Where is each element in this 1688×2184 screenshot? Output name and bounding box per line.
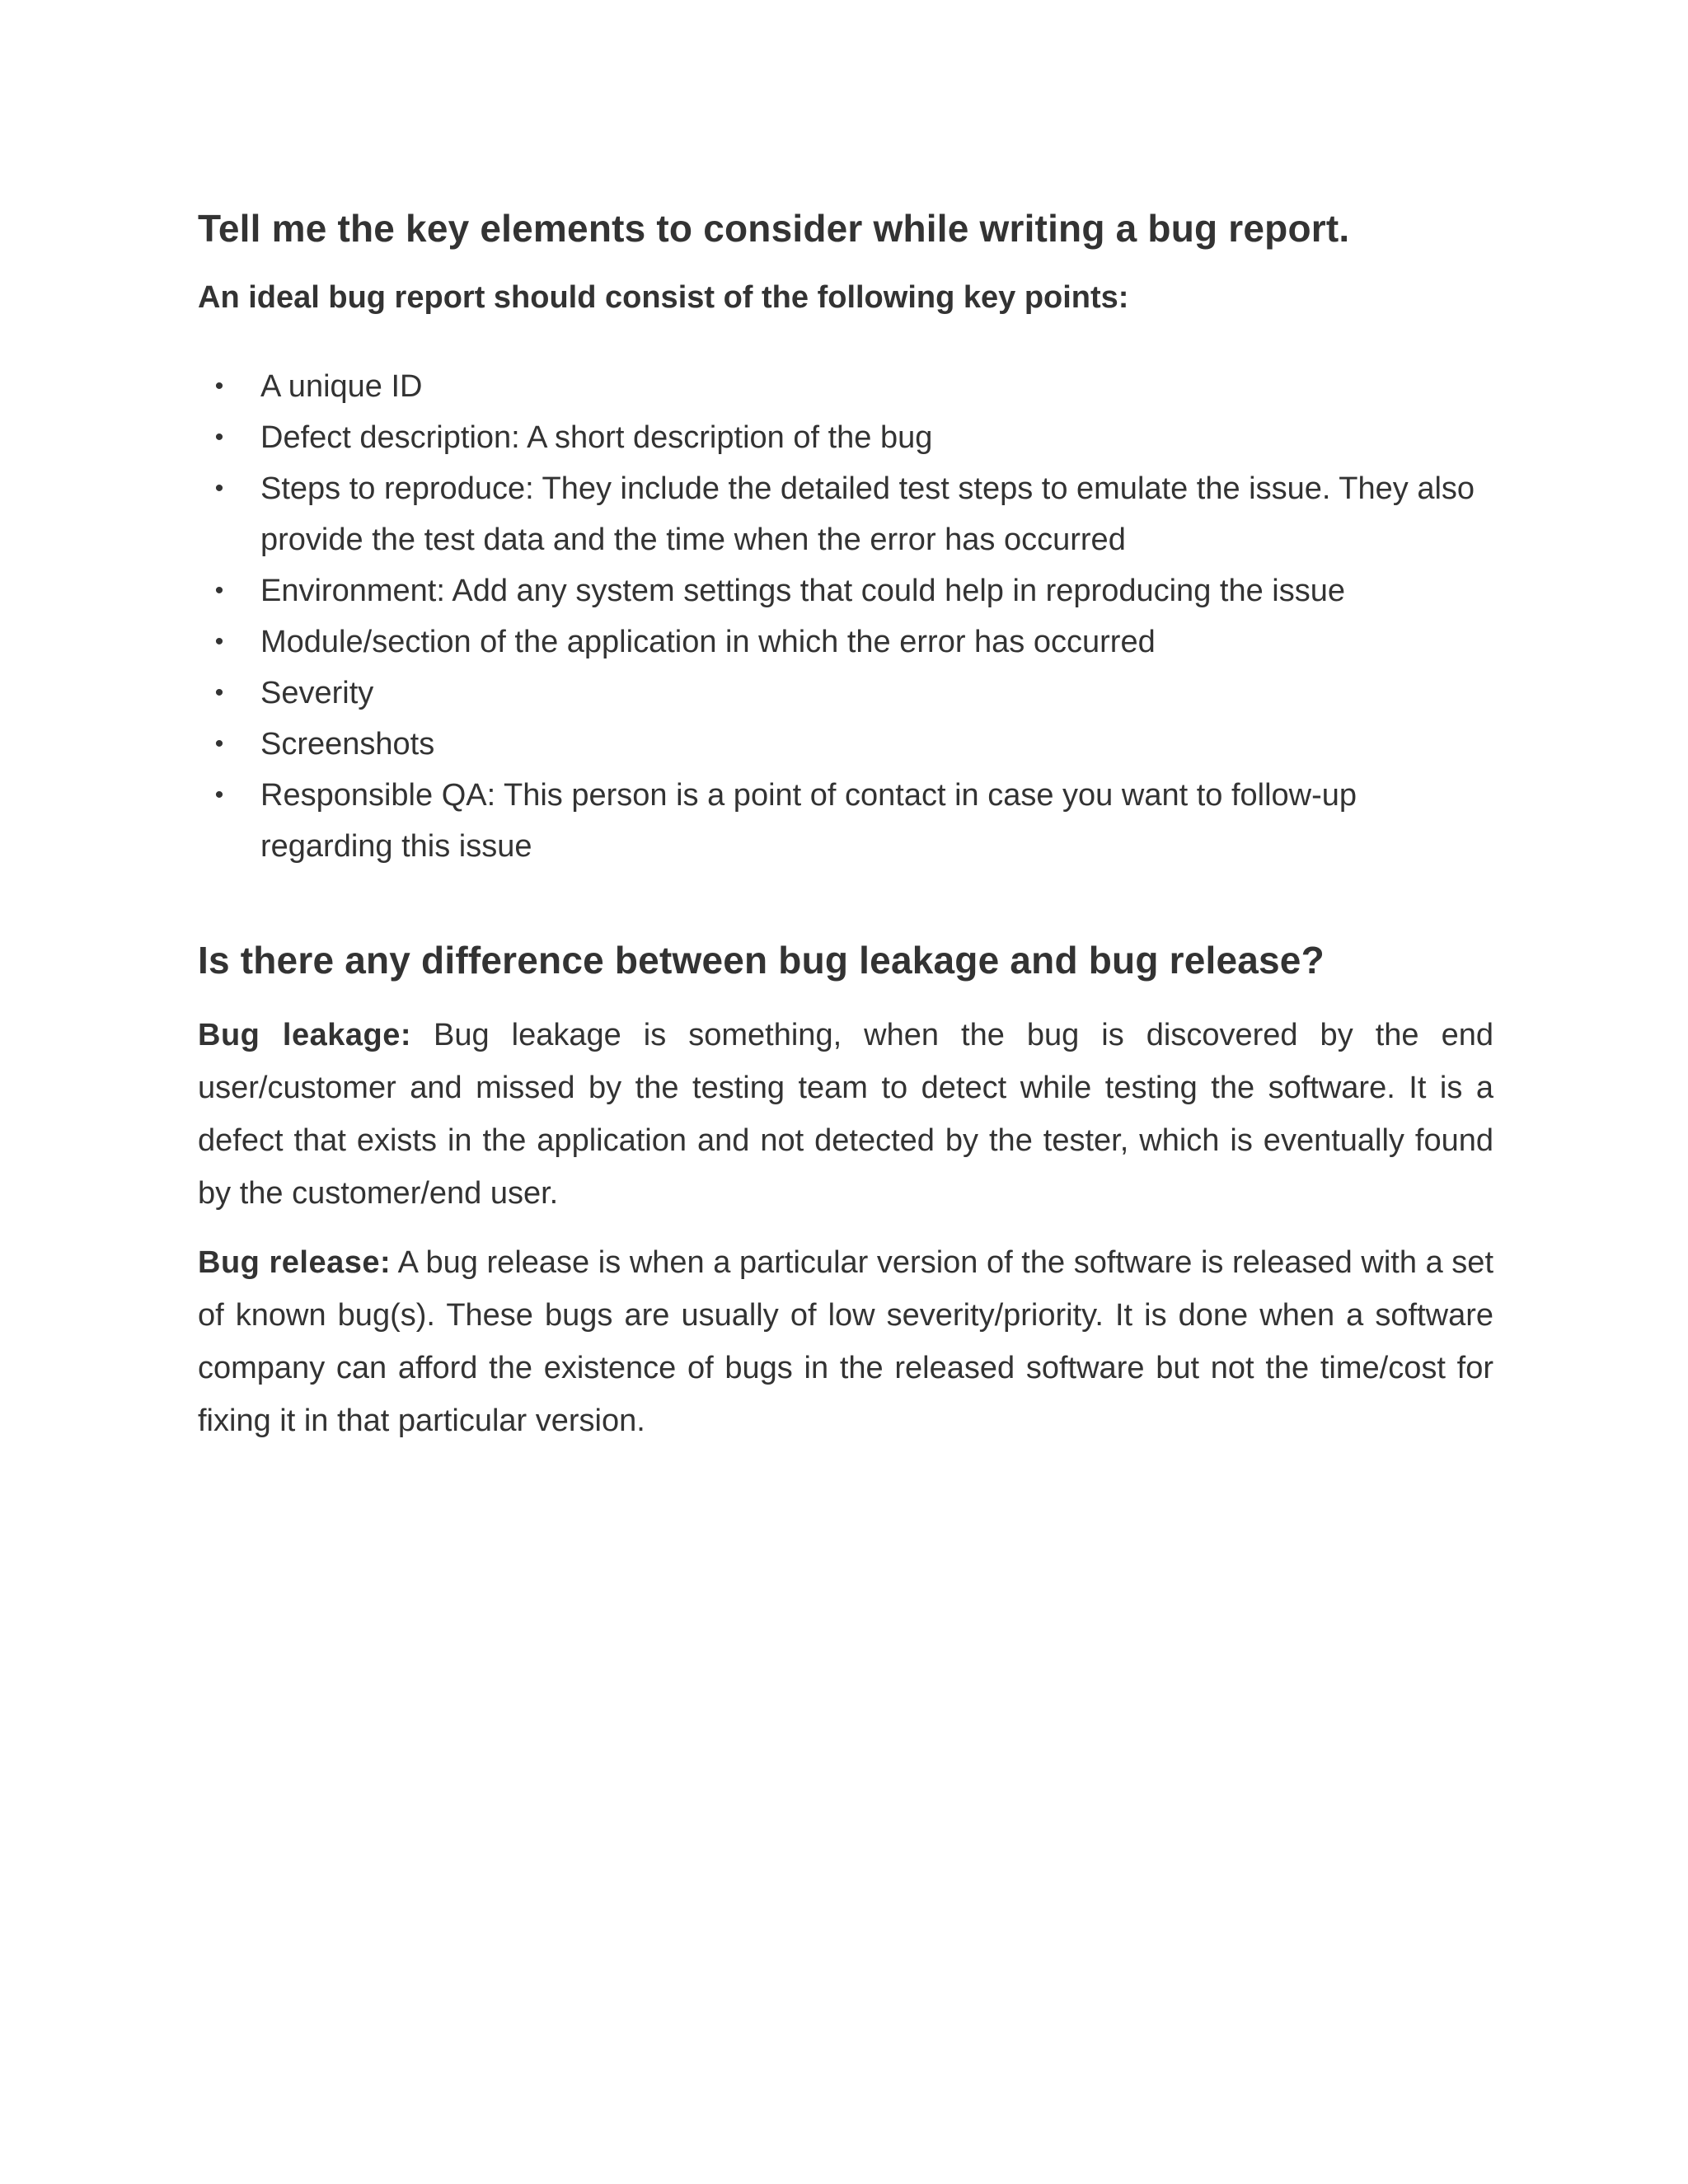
bullet-icon: •: [214, 679, 224, 706]
list-item: [198, 565, 1493, 616]
list-item: [198, 616, 1493, 668]
list-item: [198, 719, 1493, 770]
bullet-icon: •: [214, 475, 224, 502]
bullet-icon: •: [214, 781, 224, 808]
bug-release-text: A bug release is when a particular version of the software is released with a set of known bug(s). These bugs are usually of low severity/priority. It is done when a software company can afford the existence of bugs in the released software but not the time/cost for fixing it in that particular version.: [198, 1245, 1494, 1438]
bug-leakage-paragraph: [198, 1009, 1493, 1220]
list-item: [198, 361, 1493, 412]
bug-release-paragraph: [198, 1236, 1493, 1447]
list-item-text: Screenshots: [260, 727, 435, 762]
list-item-text: Severity: [260, 676, 374, 710]
list-item: [198, 412, 1493, 463]
list-item-text: Module/section of the application in which the error has occurred: [260, 625, 1156, 659]
bullet-icon: •: [214, 730, 224, 757]
key-points-list: [198, 361, 1493, 872]
bug-leakage-text: Bug leakage is something, when the bug is discovered by the end user/customer and missed by the testing team to detect while testing the software. It is a defect that exists in the application and not detected by the tester, which is eventually found by the customer/end user.: [198, 1018, 1493, 1211]
list-item-text: A unique ID: [260, 369, 423, 404]
list-item: [198, 770, 1493, 872]
list-item: [198, 668, 1493, 719]
bug-release-term: Bug release:: [198, 1245, 392, 1280]
list-item-text: Steps to reproduce: They include the detailed test steps to emulate the issue. They also provide the test data and the time when the error has occurred: [260, 471, 1475, 557]
bullet-icon: •: [214, 424, 224, 451]
list-item-text: Defect description: A short description of the bug: [260, 420, 933, 455]
list-item-text: Environment: Add any system settings that could help in reproducing the issue: [260, 574, 1345, 608]
list-item: [198, 463, 1493, 565]
bullet-icon: •: [214, 628, 224, 655]
bullet-icon: •: [214, 577, 224, 604]
bullet-icon: •: [214, 373, 224, 400]
question-heading-bug-leakage: Is there any difference between bug leakage and bug release?: [198, 939, 1325, 982]
list-item-text: Responsible QA: This person is a point of contact in case you want to follow-up regarding this issue: [260, 778, 1357, 864]
key-points-subheading: An ideal bug report should consist of the following key points:: [198, 280, 1129, 315]
bug-leakage-term: Bug leakage:: [198, 1018, 411, 1052]
document-content: [198, 204, 1493, 1447]
question-heading-bug-report: Tell me the key elements to consider while writing a bug report.: [198, 207, 1350, 250]
